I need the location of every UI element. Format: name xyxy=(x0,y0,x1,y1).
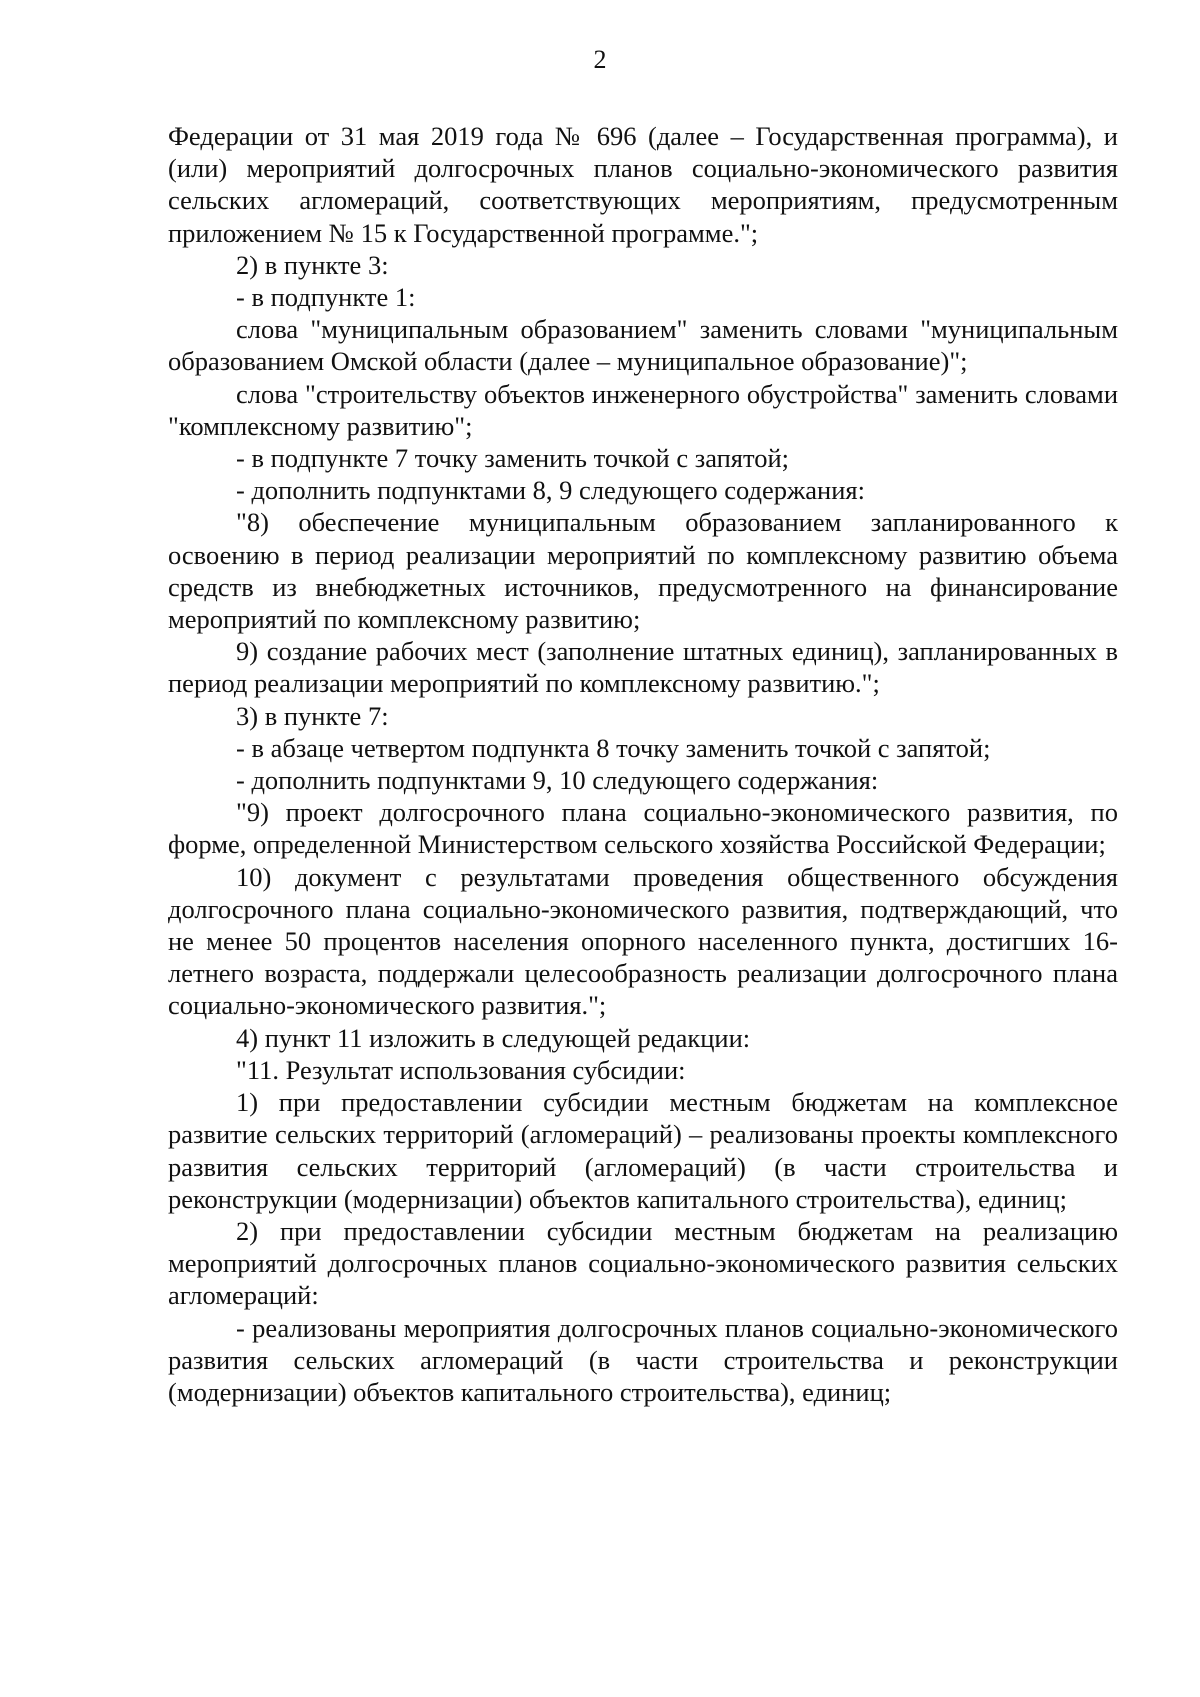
paragraph-14: 10) документ с результатами проведения общественного обсуждения долгосрочного плана социально-экономического развития, подтверждающий, что не менее 50 процентов населения опорного населенного пункта, достигших 16-летнего возраста, поддержали целесообразность реализации долгосрочного плана социально-экономического развития."; xyxy=(168,861,1118,1021)
paragraph-7: - дополнить подпунктами 8, 9 следующего содержания: xyxy=(236,475,865,506)
paragraph-2: 2) в пункте 3: xyxy=(236,249,389,280)
paragraph-15: 4) пункт 11 изложить в следующей редакции: xyxy=(236,1022,751,1053)
paragraph-11: - в абзаце четвертом подпункта 8 точку заменить точкой с запятой; xyxy=(236,732,991,763)
paragraph-18: 2) при предоставлении субсидии местным бюджетам на реализацию мероприятий долгосрочных планов социально-экономического развития сельских агломераций: xyxy=(168,1215,1118,1311)
paragraph-13: "9) проект долгосрочного плана социально-экономического развития, по форме, определенной Министерством сельского хозяйства Российской Федерации; xyxy=(168,797,1118,860)
paragraph-17: 1) при предоставлении субсидии местным бюджетам на комплексное развитие сельских территорий (агломераций) – реализованы проекты комплексного развития сельских территорий (агломераций) (в части строительства и реконструкции (модернизации) объектов капитального строительства), единиц; xyxy=(168,1087,1118,1214)
paragraph-3: - в подпункте 1: xyxy=(236,282,416,313)
paragraph-4: слова "муниципальным образованием" заменить словами "муниципальным образованием Омской области (далее – муниципальное образование)"; xyxy=(168,314,1118,377)
paragraph-19: - реализованы мероприятия долгосрочных планов социально-экономического развития сельских агломераций (в части строительства и реконструкции (модернизации) объектов капитального строительства), единиц; xyxy=(168,1312,1118,1407)
paragraph-5: слова "строительству объектов инженерного обустройства" заменить словами "комплексному развитию"; xyxy=(168,378,1118,441)
paragraph-10: 3) в пункте 7: xyxy=(236,700,389,731)
paragraph-1: Федерации от 31 мая 2019 года № 696 (далее – Государственная программа), и (или) мероприятий долгосрочных планов социально-экономического развития сельских агломераций, соответствующих мероприятиям, предусмотренным приложением № 15 к Государственной программе."; xyxy=(168,121,1118,248)
page-number: 2 xyxy=(593,45,607,74)
document-body xyxy=(168,120,1118,1408)
paragraph-9: 9) создание рабочих мест (заполнение штатных единиц), запланированных в период реализации мероприятий по комплексному развитию."; xyxy=(168,636,1118,699)
paragraph-12: - дополнить подпунктами 9, 10 следующего содержания: xyxy=(236,765,879,796)
paragraph-16: "11. Результат использования субсидии: xyxy=(236,1054,686,1085)
paragraph-8: "8) обеспечение муниципальным образованием запланированного к освоению в период реализации мероприятий по комплексному развитию объема средств из внебюджетных источников, предусмотренного на финансирование мероприятий по комплексному развитию; xyxy=(168,507,1118,635)
paragraph-6: - в подпункте 7 точку заменить точкой с запятой; xyxy=(236,443,790,474)
